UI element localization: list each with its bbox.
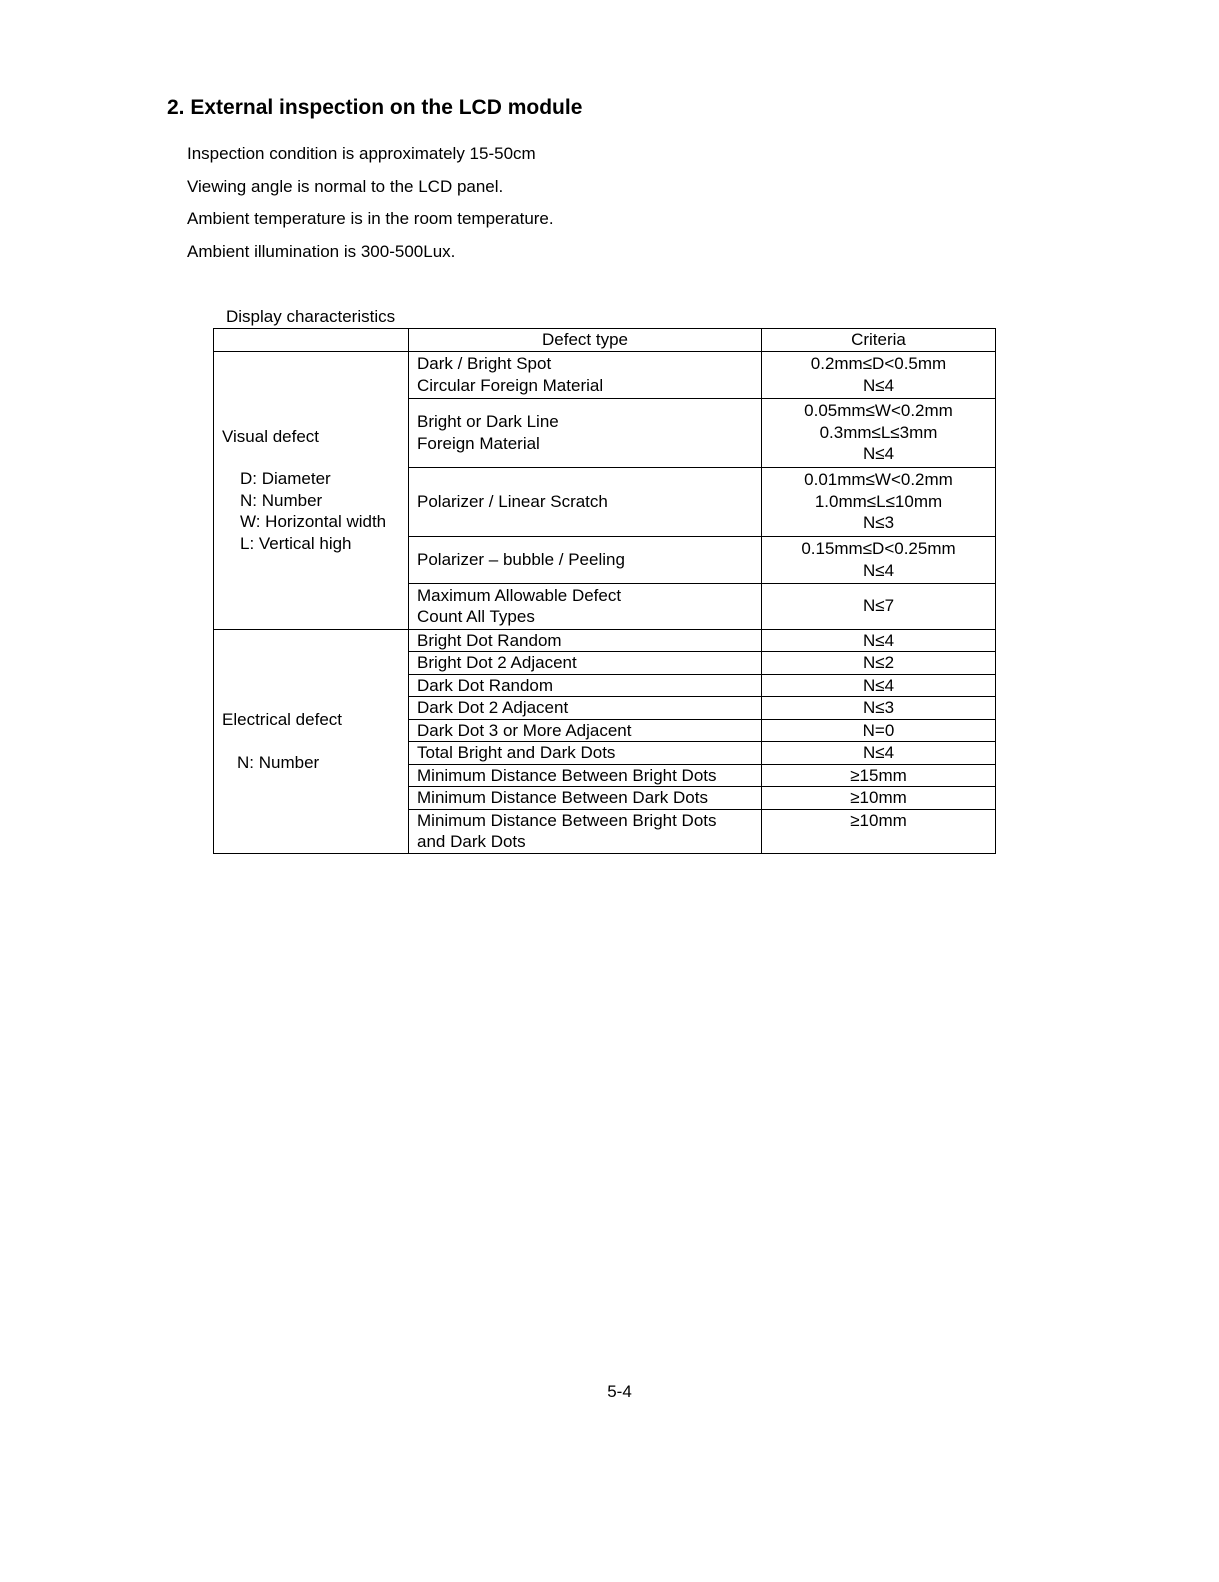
criteria-line: 0.3mm≤L≤3mm: [819, 422, 938, 442]
legend-item: D: Diameter: [240, 469, 331, 489]
defect-criteria-table: [213, 328, 996, 854]
criteria-line: N≤7: [862, 596, 895, 616]
legend-item: L: Vertical high: [240, 533, 352, 553]
criteria-line: 0.2mm≤D<0.5mm: [810, 354, 947, 373]
criteria-cell: N≤4: [762, 629, 996, 652]
defect-type-cell: [409, 398, 762, 467]
criteria-cell: [762, 398, 996, 467]
criteria-cell: ≥10mm: [762, 787, 996, 810]
defect-type-cell: [409, 351, 762, 398]
criteria-cell: N=0: [762, 719, 996, 742]
criteria-cell: ≥15mm: [762, 764, 996, 787]
defect-type-cell: Dark Dot Random: [409, 674, 762, 697]
legend-item: N: Number: [237, 752, 320, 772]
section-heading: 2. External inspection on the LCD module: [167, 96, 583, 119]
header-category: [214, 329, 409, 352]
criteria-line: N≤4: [862, 444, 895, 464]
page-number: 5-4: [607, 1382, 632, 1401]
condition-illumination: Ambient illumination is 300-500Lux.: [187, 241, 456, 261]
defect-type-cell: Bright Dot 2 Adjacent: [409, 652, 762, 675]
criteria-line: 0.05mm≤W<0.2mm: [804, 401, 953, 421]
condition-distance: Inspection condition is approximately 15-50cm: [187, 144, 536, 163]
table-caption: Display characteristics: [226, 307, 396, 326]
header-criteria: Criteria: [762, 329, 996, 352]
criteria-line: 1.0mm≤L≤10mm: [814, 491, 943, 511]
visual-defect-cell: [214, 351, 409, 629]
defect-line: Minimum Distance Between Bright Dots: [417, 810, 717, 830]
defect-type-cell: Minimum Distance Between Dark Dots: [409, 787, 762, 810]
defect-type-cell: [409, 809, 762, 853]
condition-viewing-angle: Viewing angle is normal to the LCD panel.: [187, 176, 504, 196]
legend-item: N: Number: [240, 490, 323, 510]
criteria-cell: [762, 467, 996, 536]
defect-line: Bright or Dark Line: [417, 412, 559, 431]
criteria-cell: [762, 351, 996, 398]
legend-item: W: Horizontal width: [240, 512, 387, 532]
table-row: [214, 629, 996, 652]
criteria-cell: N≤2: [762, 652, 996, 675]
criteria-cell: N≤3: [762, 697, 996, 720]
criteria-cell: N≤4: [762, 742, 996, 765]
table-row: [214, 351, 996, 398]
defect-type-cell: [409, 536, 762, 583]
criteria-line: N≤3: [862, 513, 895, 533]
defect-type-cell: [409, 583, 762, 629]
electrical-defect-cell: [214, 629, 409, 853]
defect-type-cell: Minimum Distance Between Bright Dots: [409, 764, 762, 787]
defect-line: Polarizer – bubble / Peeling: [417, 549, 625, 569]
criteria-cell: ≥10mm: [762, 809, 996, 853]
defect-line: Foreign Material: [417, 433, 540, 453]
defect-line: Maximum Allowable Defect: [417, 585, 622, 605]
defect-type-cell: [409, 467, 762, 536]
defect-line: Count All Types: [417, 607, 535, 626]
criteria-cell: [762, 583, 996, 629]
defect-type-cell: Total Bright and Dark Dots: [409, 742, 762, 765]
criteria-line: N≤4: [862, 560, 895, 580]
electrical-defect-legend: [222, 752, 400, 774]
defect-line: and Dark Dots: [417, 832, 526, 851]
condition-temperature: Ambient temperature is in the room temperature.: [187, 209, 554, 228]
table-header-row: [214, 329, 996, 352]
defect-type-cell: Bright Dot Random: [409, 629, 762, 652]
electrical-defect-label: Electrical defect: [222, 710, 342, 729]
criteria-cell: N≤4: [762, 674, 996, 697]
inspection-conditions: [187, 141, 554, 271]
defect-type-cell: Dark Dot 3 or More Adjacent: [409, 719, 762, 742]
criteria-line: 0.01mm≤W<0.2mm: [804, 470, 953, 490]
defect-line: Dark / Bright Spot: [417, 354, 552, 373]
visual-defect-legend: [222, 468, 400, 554]
criteria-line: N≤4: [862, 375, 895, 395]
defect-line: Circular Foreign Material: [417, 375, 604, 395]
defect-type-cell: Dark Dot 2 Adjacent: [409, 697, 762, 720]
criteria-line: 0.15mm≤D<0.25mm: [801, 539, 956, 558]
defect-line: Polarizer / Linear Scratch: [417, 491, 608, 511]
visual-defect-label: Visual defect: [222, 426, 320, 446]
criteria-cell: [762, 536, 996, 583]
header-defect-type: Defect type: [409, 329, 762, 352]
